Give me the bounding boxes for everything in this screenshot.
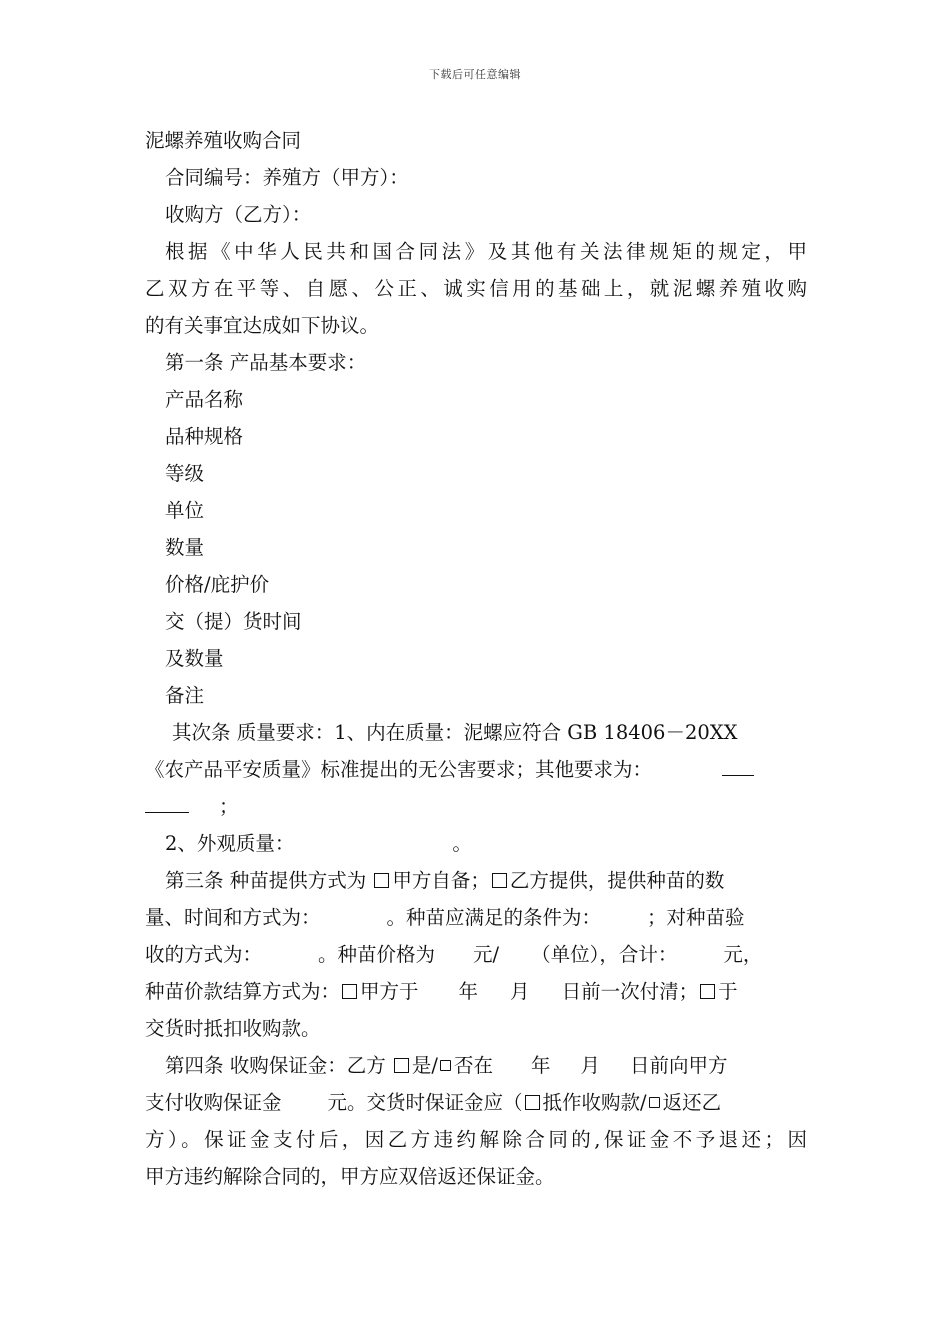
inspection-method-label: 收的方式为： bbox=[145, 943, 263, 966]
option-party-b-provide: 乙方提供，提供种苗的数 bbox=[509, 869, 725, 892]
page-header-note: 下载后可任意编辑 bbox=[429, 68, 521, 81]
total-unit-label: 元， bbox=[723, 943, 763, 966]
product-field-spec: 品种规格 bbox=[165, 425, 244, 448]
checkbox-party-a-self[interactable] bbox=[374, 873, 389, 888]
deposit-day-label: 日前向甲方 bbox=[630, 1054, 728, 1077]
checkbox-party-a-pay[interactable] bbox=[342, 984, 357, 999]
checkbox-deduct[interactable] bbox=[700, 984, 715, 999]
deposit-amount-label: 支付收购保证金 bbox=[145, 1091, 282, 1114]
deposit-year-label: 年 bbox=[531, 1054, 551, 1077]
article-3-line-3 bbox=[145, 936, 807, 973]
article-4-line-3: 方）。保证金支付后，因乙方违约解除合同的,保证金不予退还；因 bbox=[145, 1128, 807, 1151]
price-unit-label: 元/ bbox=[473, 943, 500, 966]
article-3-text: 第三条 种苗提供方式为 bbox=[165, 869, 367, 892]
total-label: （单位），合计： bbox=[531, 943, 678, 966]
product-field-quantity: 数量 bbox=[165, 536, 205, 559]
month-label: 月 bbox=[510, 980, 530, 1003]
option-party-a-self: 甲方自备； bbox=[392, 869, 490, 892]
document-body bbox=[145, 122, 807, 1195]
seedling-price-label: 。种苗价格为 bbox=[318, 943, 436, 966]
settlement-label: 种苗价款结算方式为： bbox=[145, 980, 341, 1003]
product-field-grade: 等级 bbox=[165, 462, 205, 485]
deposit-month-label: 月 bbox=[580, 1054, 601, 1077]
article-4-line-1 bbox=[145, 1047, 807, 1084]
article-3-line-2 bbox=[145, 899, 807, 936]
seedling-conditions-label: 。种苗应满足的条件为： bbox=[386, 906, 602, 929]
deposit-label: 第四条 收购保证金：乙方 bbox=[165, 1054, 386, 1077]
article-2-line-3 bbox=[145, 788, 807, 825]
deposit-yes-label: 是/ bbox=[411, 1054, 438, 1077]
article-1-title: 第一条 产品基本要求： bbox=[165, 351, 367, 374]
year-label: 年 bbox=[458, 980, 479, 1003]
other-requirements-blank[interactable] bbox=[722, 751, 754, 776]
deposit-no-label: 否在 bbox=[453, 1054, 493, 1077]
checkbox-deposit-yes[interactable] bbox=[394, 1058, 409, 1073]
seedling-inspection-label: ；对种苗验 bbox=[647, 906, 745, 929]
seedling-quantity-label: 量、时间和方式为： bbox=[145, 906, 321, 929]
buyer-line: 收购方（乙方）： bbox=[165, 203, 312, 226]
deposit-offset-label: 抵作收购款/ bbox=[542, 1091, 647, 1114]
intro-line-3: 的有关事宜达成如下协议。 bbox=[145, 314, 380, 337]
product-field-name: 产品名称 bbox=[165, 388, 244, 411]
article-4-line-4: 甲方违约解除合同的，甲方应双倍返还保证金。 bbox=[145, 1165, 555, 1188]
appearance-quality-end: 。 bbox=[452, 832, 472, 855]
checkbox-deposit-offset[interactable] bbox=[525, 1095, 540, 1110]
article-3-line-4 bbox=[145, 973, 807, 1010]
intro-line-1: 根据《中华人民共和国合同法》及其他有关法律规矩的规定，甲 bbox=[165, 240, 807, 263]
appearance-quality-label: 2、外观质量： bbox=[165, 832, 295, 855]
deposit-return-label: 返还乙 bbox=[662, 1091, 722, 1114]
checkbox-party-b-provide[interactable] bbox=[492, 873, 507, 888]
article-3-line-1 bbox=[145, 862, 807, 899]
contract-number-line: 合同编号：养殖方（甲方）： bbox=[165, 166, 409, 189]
article-4-line-2 bbox=[145, 1084, 807, 1121]
product-field-unit: 单位 bbox=[165, 499, 205, 522]
other-requirements-blank-cont[interactable] bbox=[145, 788, 189, 813]
day-pay-label: 日前一次付清； bbox=[561, 980, 699, 1003]
deposit-delivery-label: 元。交货时保证金应（ bbox=[327, 1091, 523, 1114]
intro-line-2: 乙双方在平等、自愿、公正、诚实信用的基础上，就泥螺养殖收购 bbox=[145, 277, 807, 300]
party-a-pay-label: 甲方于 bbox=[360, 980, 419, 1003]
product-field-delivery-quantity: 及数量 bbox=[165, 647, 224, 670]
article-3-line-5: 交货时抵扣收购款。 bbox=[145, 1017, 321, 1040]
product-field-delivery-time: 交（提）货时间 bbox=[165, 610, 302, 633]
deduct-label: 于 bbox=[718, 980, 738, 1003]
article-2-semicolon: ； bbox=[219, 795, 239, 818]
article-2-text: 《农产品平安质量》标准提出的无公害要求；其他要求为： bbox=[145, 758, 653, 781]
checkbox-deposit-no[interactable] bbox=[440, 1060, 451, 1071]
checkbox-deposit-return[interactable] bbox=[649, 1097, 660, 1108]
product-field-price: 价格/庇护价 bbox=[165, 573, 270, 596]
appearance-quality-line bbox=[145, 825, 807, 862]
article-2-line-1: 其次条 质量要求：1、内在质量：泥螺应符合 GB 18406－20XX bbox=[172, 721, 738, 744]
document-title: 泥螺养殖收购合同 bbox=[145, 129, 302, 152]
article-2-line-2 bbox=[145, 751, 807, 788]
product-field-remarks: 备注 bbox=[165, 684, 205, 707]
